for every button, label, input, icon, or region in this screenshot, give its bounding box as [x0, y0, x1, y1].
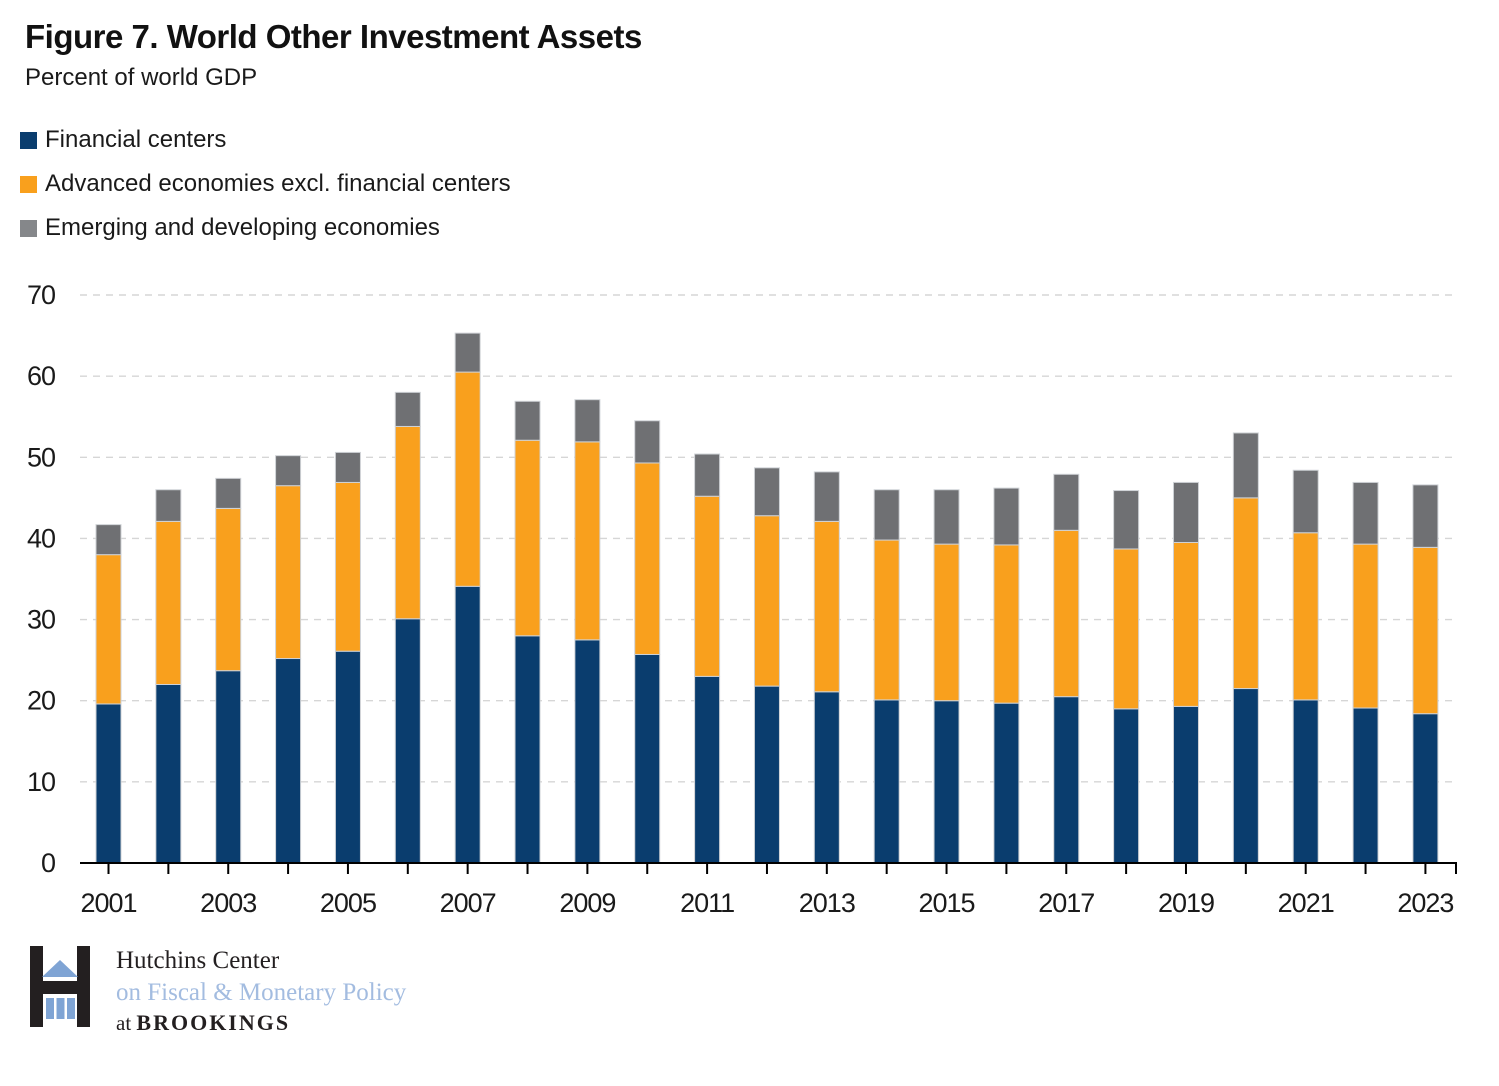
x-axis-label-2013: 2013	[798, 888, 855, 918]
logo-line-fiscal-monetary: on Fiscal & Monetary Policy	[116, 979, 407, 1006]
x-axis-label-2001: 2001	[80, 888, 137, 918]
h-crossbar	[43, 981, 77, 994]
bar-segment-2003-financial-centers	[216, 671, 241, 863]
bar-segment-2008-emerging-economies	[515, 401, 540, 440]
x-axis-label-2017: 2017	[1038, 888, 1095, 918]
bar-segment-2019-advanced-economies	[1173, 542, 1198, 706]
bar-segment-2022-advanced-economies	[1353, 544, 1378, 708]
bar-segment-2005-emerging-economies	[335, 452, 360, 482]
bar-segment-2006-emerging-economies	[395, 392, 420, 426]
bar-segment-2020-financial-centers	[1233, 689, 1258, 863]
bar-segment-2001-advanced-economies	[96, 555, 121, 704]
hutchins-brookings-logo	[30, 946, 406, 1034]
bar-segment-2018-emerging-economies	[1114, 491, 1139, 549]
bar-segment-2012-financial-centers	[754, 686, 779, 863]
bar-segment-2010-emerging-economies	[635, 421, 660, 463]
y-axis-label-50: 50	[26, 442, 55, 473]
bar-segment-2003-advanced-economies	[216, 508, 241, 670]
bar-segment-2016-emerging-economies	[994, 488, 1019, 545]
bar-segment-2009-emerging-economies	[575, 400, 600, 442]
chart-title: Figure 7. World Other Investment Assets	[25, 18, 642, 55]
bar-segment-2013-emerging-economies	[814, 472, 839, 521]
legend-label: Financial centers	[45, 126, 227, 153]
bar-segment-2014-financial-centers	[874, 700, 899, 863]
bar-segment-2005-advanced-economies	[335, 482, 360, 651]
logo-line-at-brookings	[116, 1012, 406, 1034]
bar-segment-2008-advanced-economies	[515, 440, 540, 636]
bar-segment-2020-emerging-economies	[1233, 433, 1258, 498]
legend-label: Emerging and developing economies	[45, 214, 440, 241]
bar-segment-2010-advanced-economies	[635, 463, 660, 654]
bar-segment-2023-advanced-economies	[1413, 547, 1438, 713]
y-axis-label-10: 10	[26, 766, 55, 797]
legend-label: Advanced economies excl. financial centers	[45, 170, 511, 197]
pediment-triangle-icon	[42, 960, 78, 977]
bar-segment-2022-emerging-economies	[1353, 482, 1378, 544]
bar-segment-2008-financial-centers	[515, 636, 540, 863]
bar-segment-2011-advanced-economies	[695, 496, 720, 676]
bar-segment-2016-advanced-economies	[994, 545, 1019, 703]
x-axis-label-2005: 2005	[319, 888, 376, 918]
bar-segment-2002-advanced-economies	[156, 521, 181, 684]
bar-segment-2001-emerging-economies	[96, 525, 121, 555]
column-icon	[67, 998, 75, 1019]
bar-segment-2012-advanced-economies	[754, 516, 779, 686]
bar-segment-2004-financial-centers	[276, 659, 301, 863]
chart-subtitle: Percent of world GDP	[25, 63, 258, 91]
hutchins-h-building-icon	[30, 946, 90, 1027]
bar-segment-2003-emerging-economies	[216, 478, 241, 508]
x-axis-label-2015: 2015	[918, 888, 975, 918]
bar-segment-2013-advanced-economies	[814, 521, 839, 691]
bar-segment-2007-emerging-economies	[455, 333, 480, 372]
bar-segment-2021-financial-centers	[1293, 700, 1318, 863]
x-axis-label-2009: 2009	[559, 888, 616, 918]
logo-brookings-text: BROOKINGS	[136, 1010, 291, 1035]
y-axis-label-30: 30	[26, 604, 55, 635]
y-axis-label-40: 40	[26, 523, 55, 554]
logo-line-hutchins-center: Hutchins Center	[116, 947, 280, 974]
bar-segment-2012-emerging-economies	[754, 468, 779, 516]
bar-segment-2021-advanced-economies	[1293, 533, 1318, 700]
y-axis-label-0: 0	[40, 848, 55, 878]
x-axis-label-2011: 2011	[680, 888, 735, 918]
bar-segment-2011-emerging-economies	[695, 454, 720, 496]
x-axis-label-2007: 2007	[439, 888, 496, 918]
h-left-bar	[30, 946, 43, 1027]
logo-at-text: at	[116, 1011, 137, 1035]
bar-segment-2018-financial-centers	[1114, 709, 1139, 863]
bar-segment-2004-emerging-economies	[276, 456, 301, 486]
bar-segment-2019-emerging-economies	[1173, 482, 1198, 542]
bar-segment-2010-financial-centers	[635, 654, 660, 863]
bar-segment-2015-financial-centers	[934, 701, 959, 863]
bar-segment-2006-advanced-economies	[395, 426, 420, 618]
bar-segment-2017-financial-centers	[1054, 697, 1079, 863]
x-axis-label-2019: 2019	[1157, 888, 1215, 918]
bar-segment-2018-advanced-economies	[1114, 549, 1139, 709]
bar-segment-2014-advanced-economies	[874, 540, 899, 700]
bar-segment-2015-emerging-economies	[934, 490, 959, 544]
x-axis-label-2023: 2023	[1397, 888, 1454, 918]
y-axis-label-20: 20	[26, 685, 55, 716]
bar-segment-2023-financial-centers	[1413, 714, 1438, 863]
bar-segment-2020-advanced-economies	[1233, 498, 1258, 689]
column-icon	[46, 998, 54, 1019]
x-axis-label-2021: 2021	[1277, 888, 1334, 918]
bar-segment-2019-financial-centers	[1173, 706, 1198, 863]
bar-segment-2004-advanced-economies	[276, 486, 301, 659]
bar-segment-2013-financial-centers	[814, 692, 839, 863]
bar-segment-2022-financial-centers	[1353, 708, 1378, 863]
bar-segment-2014-emerging-economies	[874, 490, 899, 540]
y-axis-label-70: 70	[26, 280, 55, 310]
bar-segment-2009-advanced-economies	[575, 442, 600, 640]
y-axis-label-60: 60	[26, 361, 55, 392]
bar-segment-2006-financial-centers	[395, 619, 420, 863]
bar-segment-2021-emerging-economies	[1293, 470, 1318, 532]
bar-segment-2007-financial-centers	[455, 586, 480, 863]
bar-segment-2015-advanced-economies	[934, 544, 959, 701]
bar-segment-2017-advanced-economies	[1054, 530, 1079, 696]
x-axis-label-2003: 2003	[200, 888, 257, 918]
bar-segment-2007-advanced-economies	[455, 372, 480, 586]
bar-segment-2009-financial-centers	[575, 640, 600, 863]
bar-segment-2016-financial-centers	[994, 703, 1019, 863]
bar-segment-2005-financial-centers	[335, 651, 360, 863]
bar-segment-2002-financial-centers	[156, 684, 181, 863]
bar-segment-2002-emerging-economies	[156, 490, 181, 522]
column-icon	[57, 998, 65, 1019]
bar-segment-2011-financial-centers	[695, 676, 720, 863]
bar-segment-2001-financial-centers	[96, 704, 121, 863]
logo-text	[116, 946, 406, 1034]
bar-segment-2017-emerging-economies	[1054, 474, 1079, 530]
bar-segment-2023-emerging-economies	[1413, 485, 1438, 547]
h-right-bar	[77, 946, 90, 1027]
